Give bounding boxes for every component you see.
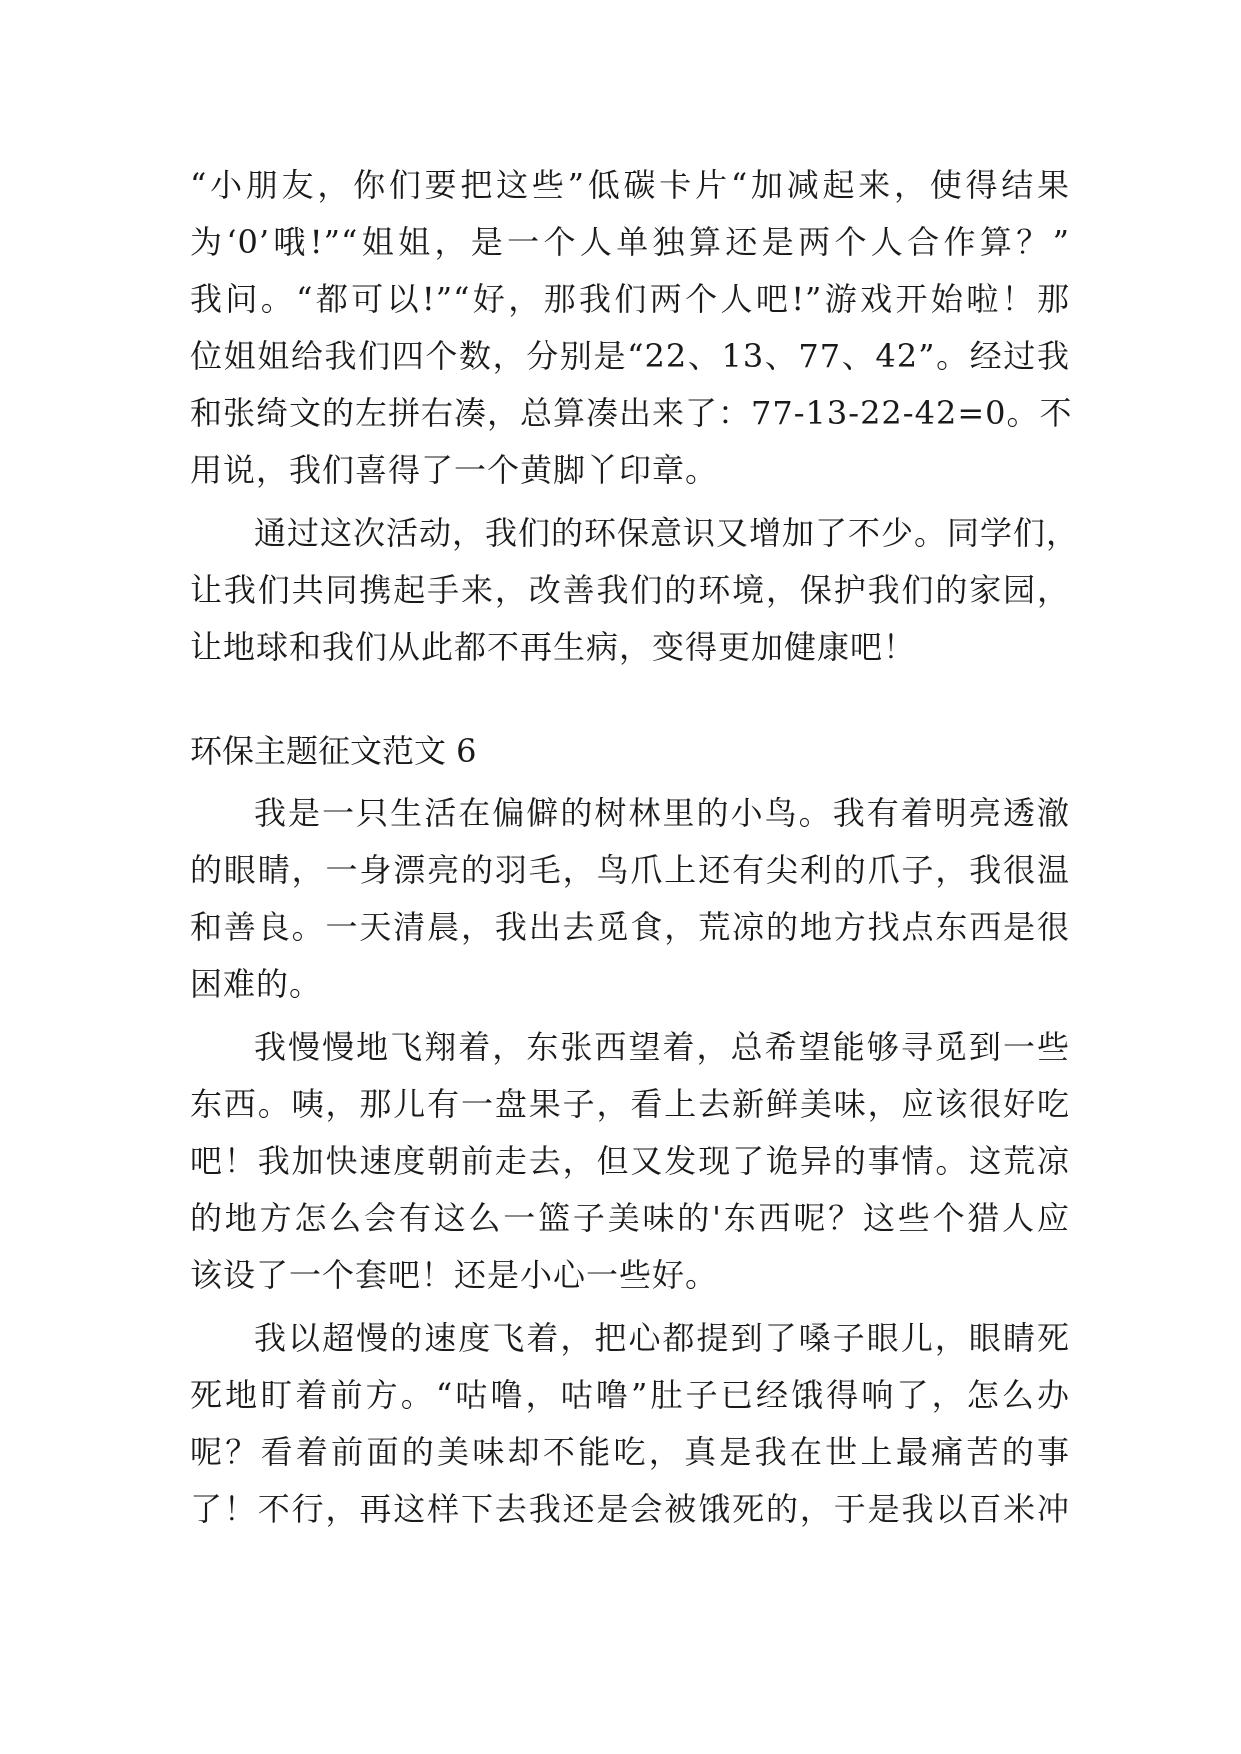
- section-heading: 环保主题征文范文 6: [190, 732, 477, 770]
- text-line: 让我们共同携起手来，改善我们的环境，保护我们的家园，: [190, 571, 1070, 609]
- text-line: 的地方怎么会有这么一篮子美味的'东西呢？这些个猎人应: [190, 1199, 1070, 1237]
- text-line: 通过这次活动，我们的环保意识又增加了不少。同学们，: [254, 514, 1080, 552]
- text-line: “小朋友，你们要把这些”低碳卡片“加减起来，使得结果: [190, 166, 1070, 204]
- text-line: 东西。咦，那儿有一盘果子，看上去新鲜美味，应该很好吃: [190, 1085, 1070, 1123]
- text-line: 的眼睛，一身漂亮的羽毛，鸟爪上还有尖利的爪子，我很温: [190, 851, 1070, 889]
- text-line: 用说，我们喜得了一个黄脚丫印章。: [190, 451, 719, 489]
- text-line: 我慢慢地飞翔着，东张西望着，总希望能够寻觅到一些: [254, 1028, 1070, 1066]
- text-line: 该设了一个套吧！还是小心一些好。: [190, 1256, 719, 1294]
- text-line: 和张绮文的左拼右凑，总算凑出来了：77-13-22-42=0。不: [190, 394, 1073, 432]
- text-line: 吧！我加快速度朝前走去，但又发现了诡异的事情。这荒凉: [190, 1142, 1070, 1180]
- text-line: 死地盯着前方。“咕噜，咕噜”肚子已经饿得响了，怎么办: [190, 1376, 1070, 1414]
- text-line: 让地球和我们从此都不再生病，变得更加健康吧！: [190, 628, 917, 666]
- text-line: 和善良。一天清晨，我出去觅食，荒凉的地方找点东西是很: [190, 908, 1070, 946]
- text-line: 我是一只生活在偏僻的树林里的小鸟。我有着明亮透澈: [254, 794, 1070, 832]
- text-line: 位姐姐给我们四个数，分别是“22、13、77、42”。经过我: [190, 337, 1070, 375]
- text-line: 为‘0’哦!”“姐姐，是一个人单独算还是两个人合作算？”: [190, 223, 1070, 261]
- text-line: 我问。“都可以!”“好，那我们两个人吧!”游戏开始啦！那: [190, 280, 1070, 318]
- text-line: 困难的。: [190, 965, 323, 1003]
- text-line: 了！不行，再这样下去我还是会被饿死的，于是我以百米冲: [190, 1490, 1070, 1528]
- text-line: 我以超慢的速度飞着，把心都提到了嗓子眼儿，眼睛死: [254, 1319, 1070, 1357]
- text-line: 呢？看着前面的美味却不能吃，真是我在世上最痛苦的事: [190, 1433, 1070, 1471]
